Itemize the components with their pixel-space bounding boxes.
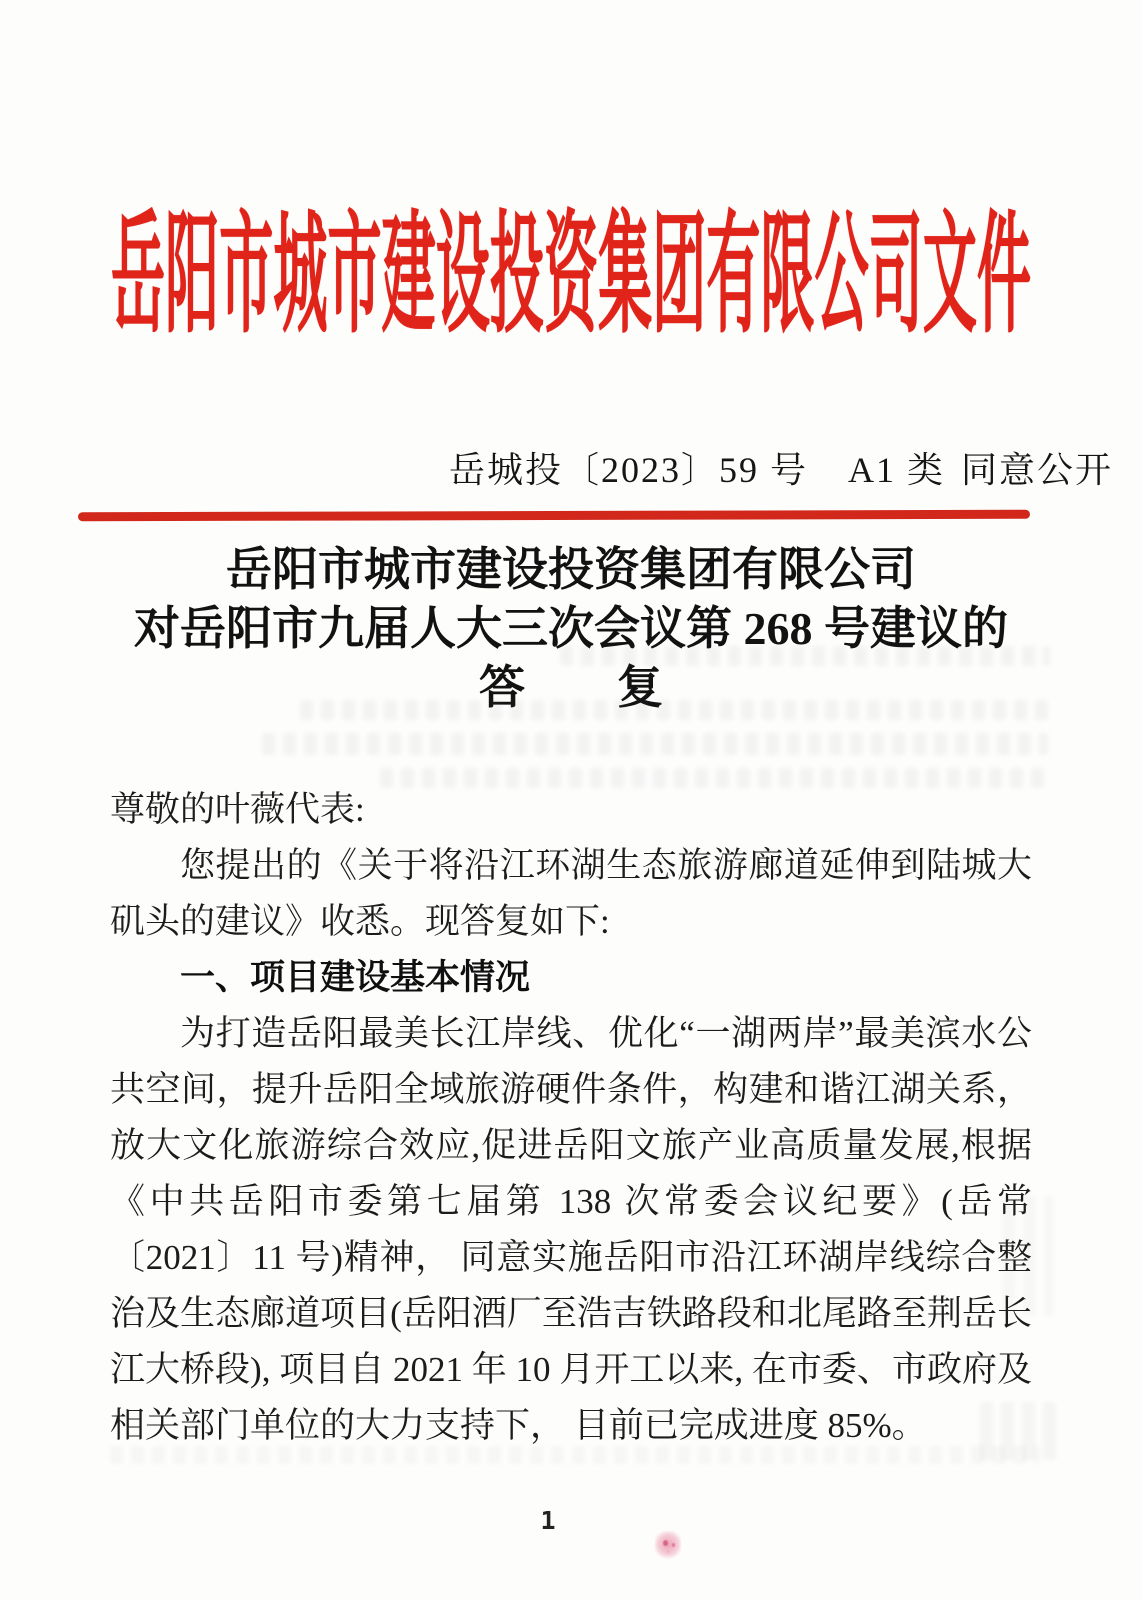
document-title-line1: 岳阳市城市建设投资集团有限公司 [226, 544, 916, 595]
section1-heading: 一、项目建设基本情况 [180, 958, 531, 998]
publicity-status: 同意公开 [961, 450, 1114, 490]
bleedthrough-mark [300, 700, 1048, 720]
bleedthrough-mark [262, 733, 1048, 755]
document-body [110, 782, 1032, 1454]
bleedthrough-mark [380, 768, 1046, 788]
section1-paragraph: 为打造岳阳最美长江岸线、优化“一湖两岸”最美滨水公共空间，提升岳阳全域旅游硬件条件，构建和谐江湖关系，放大文化旅游综合效应,促进岳阳文旅产业高质量发展,根据《中共岳阳市委第七届第 138 次常委会议纪要》(岳常〔2021〕11 号)精神， 同意实施岳阳市沿江环湖岸线综合整治及生态廊道项目(岳阳酒厂至浩吉铁路段和北尾路至荆岳长江大桥段), 项目自 2021 年 10 月开工以来, 在市委、市政府及相关部门单位的大力支持下， 目前已完成进度 85%。 [110, 1014, 1032, 1445]
bleedthrough-mark [1002, 1196, 1054, 1316]
letterhead [0, 198, 1142, 354]
red-separator-rule [78, 510, 1030, 521]
salutation: 尊敬的叶薇代表: [110, 790, 365, 829]
document-title-line3: 答 复 [479, 662, 663, 713]
pink-ink-smudge [655, 1531, 681, 1561]
document-title-line2: 对岳阳市九届人大三次会议第 268 号建议的 [134, 603, 1008, 654]
document-number: 岳城投〔2023〕59 号 [449, 450, 809, 490]
reference-line [449, 448, 1113, 492]
page-number: 1 [540, 1506, 556, 1535]
classification-category: A1 类 [848, 450, 946, 490]
intro-paragraph: 您提出的《关于将沿江环湖生态旅游廊道延伸到陆城大矶头的建议》收悉。现答复如下: [110, 846, 1032, 941]
letterhead-title: 岳阳市城市建设投资集团有限公司文件 [110, 202, 1032, 349]
document-title [0, 540, 1142, 717]
bleedthrough-mark [560, 646, 1050, 666]
bleedthrough-mark [110, 1446, 1040, 1464]
